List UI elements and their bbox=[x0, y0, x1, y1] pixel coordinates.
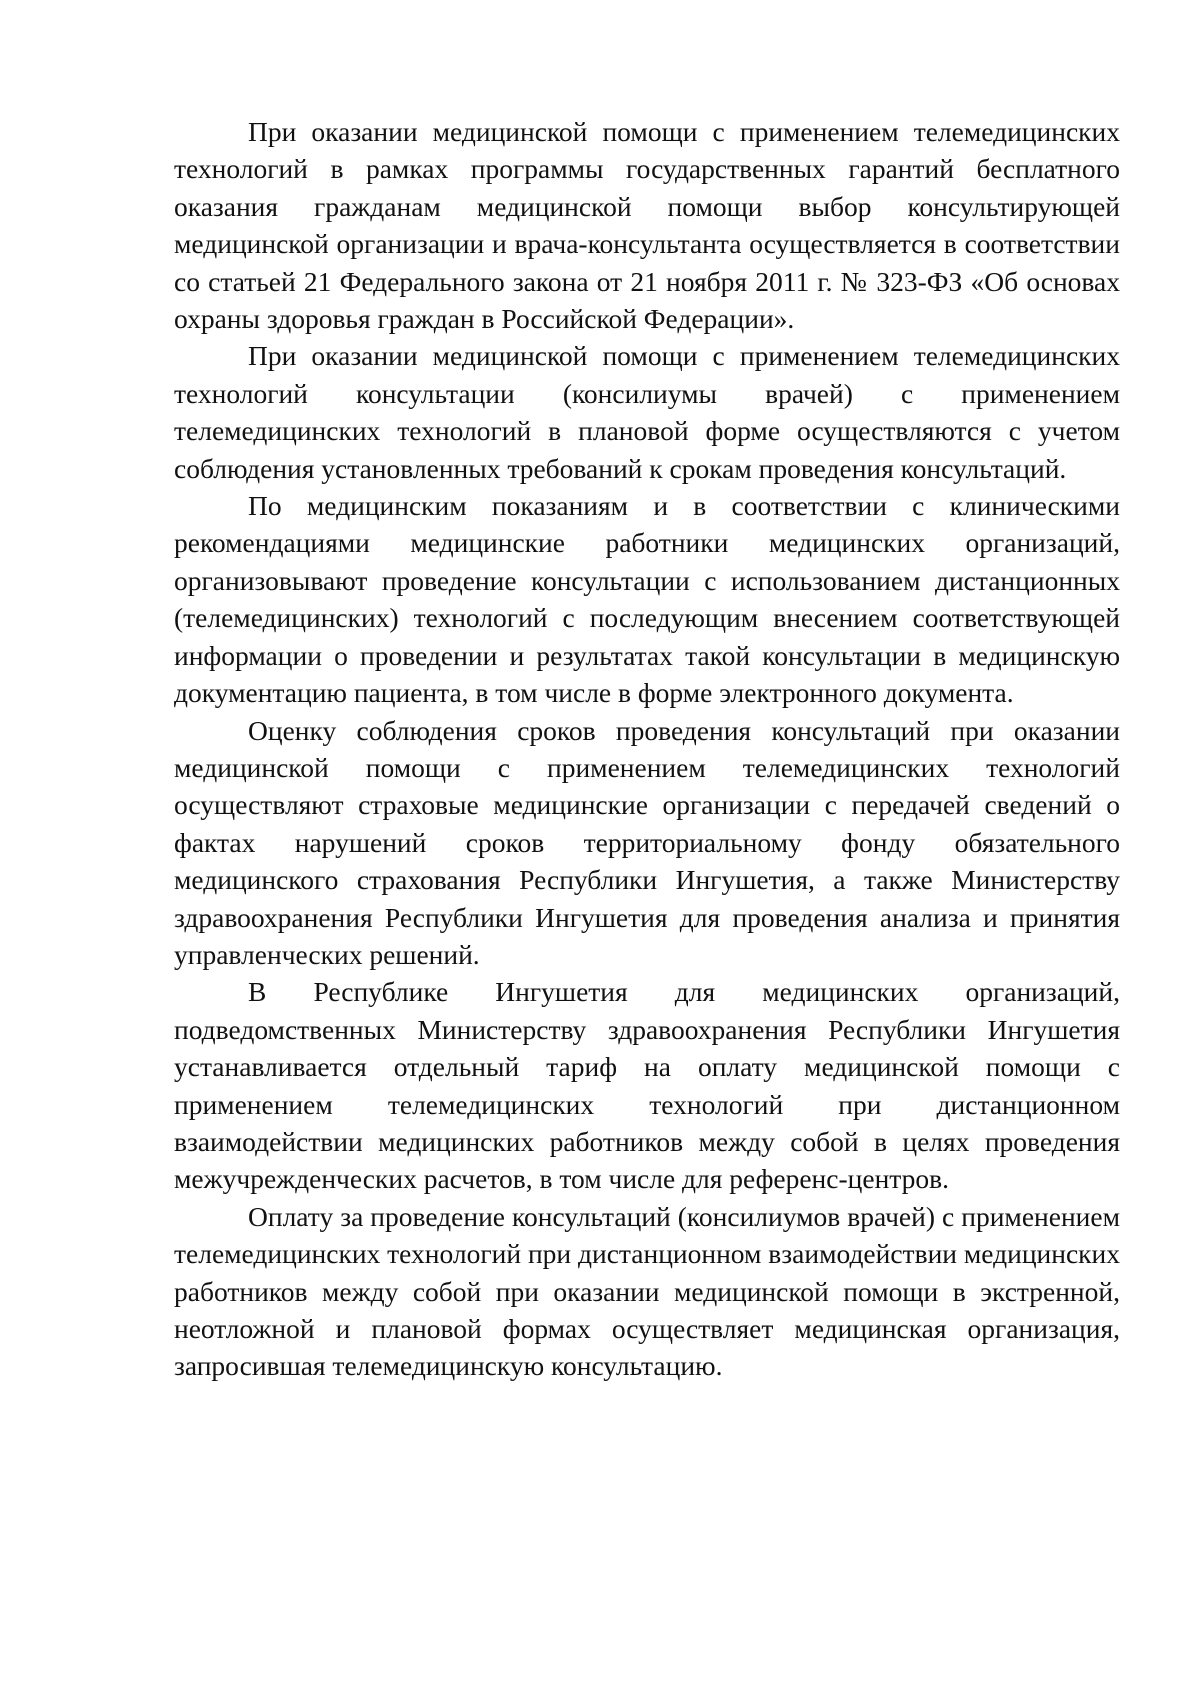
paragraph-telemedicine-consultant-choice: При оказании медицинской помощи с применением телемедицинских технологий в рамках программы государственных гарантий бесплатного оказания гражданам медицинской помощи выбор консультирующей медицинской организации и врача-консультанта осуществляется в соответствии со статьей 21 Федерального закона от 21 ноября 2011 г. № 323-ФЗ «Об основах охраны здоровья граждан в Российской Федерации». bbox=[174, 116, 1120, 335]
paragraph-planned-consultations: При оказании медицинской помощи с применением телемедицинских технологий консультации (консилиумы врачей) с применением телемедицинских технологий в плановой форме осуществляются с учетом соблюдения установленных требований к срокам проведения консультаций. bbox=[174, 340, 1120, 484]
paragraph-remote-consultations: По медицинским показаниям и в соответствии с клиническими рекомендациями медицинские работники медицинских организаций, организовывают проведение консультации с использованием дистанционных (телемедицинских) технологий с последующим внесением соответствующей информации о проведении и результатах такой консультации в медицинскую документацию пациента, в том числе в форме электронного документа. bbox=[174, 490, 1120, 709]
document-body bbox=[174, 113, 1120, 1385]
paragraph-separate-tariff: В Республике Ингушетия для медицинских организаций, подведомственных Министерству здравоохранения Республики Ингушетия устанавливается отдельный тариф на оплату медицинской помощи с применением телемедицинских технологий при дистанционном взаимодействии медицинских работников между собой в целях проведения межучрежденческих расчетов, в том числе для референс-центров. bbox=[174, 976, 1120, 1195]
paragraph-consultation-payment: Оплату за проведение консультаций (консилиумов врачей) с применением телемедицинских технологий при дистанционном взаимодействии медицинских работников между собой при оказании медицинской помощи в экстренной, неотложной и плановой формах осуществляет медицинская организация, запросившая телемедицинскую консультацию. bbox=[174, 1200, 1121, 1382]
paragraph-deadline-assessment: Оценку соблюдения сроков проведения консультаций при оказании медицинской помощи с применением телемедицинских технологий осуществляют страховые медицинские организации с передачей сведений о фактах нарушений сроков территориальному фонду обязательного медицинского страхования Республики Ингушетия, а также Министерству здравоохранения Республики Ингушетия для проведения анализа и принятия управленческих решений. bbox=[174, 714, 1120, 970]
